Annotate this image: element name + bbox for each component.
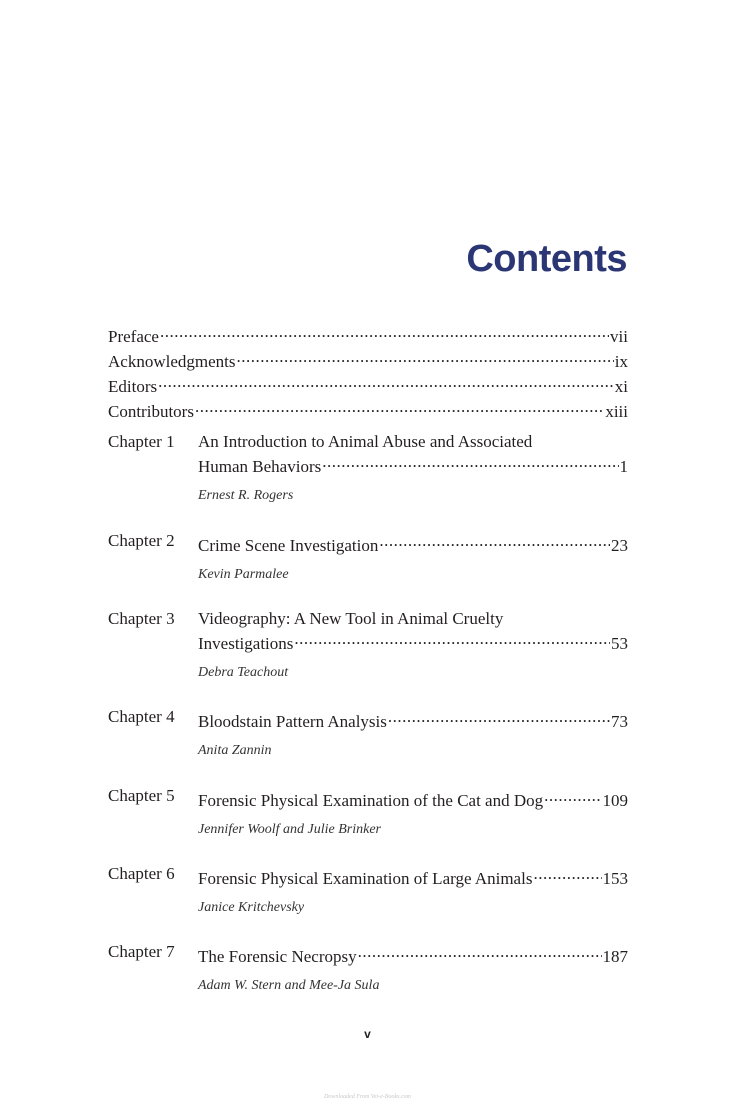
chapter-label: Chapter 6 bbox=[108, 864, 175, 883]
chapter-label: Chapter 5 bbox=[108, 786, 175, 805]
dot-leader bbox=[544, 786, 601, 806]
chapter-label: Chapter 1 bbox=[108, 432, 175, 451]
chapter-page-number: 73 bbox=[611, 712, 628, 731]
toc-entry-label: Contributors bbox=[108, 402, 194, 421]
dot-leader bbox=[358, 942, 602, 962]
toc-entry-label: Preface bbox=[108, 327, 159, 346]
chapter-author: Jennifer Woolf and Julie Brinker bbox=[198, 822, 381, 837]
chapter-author: Janice Kritchevsky bbox=[198, 900, 305, 915]
download-watermark: Downloaded From Vet-e-Books.com bbox=[324, 1094, 411, 1100]
chapter-title: Crime Scene Investigation bbox=[198, 536, 379, 555]
chapter-page-number: 1 bbox=[619, 457, 628, 476]
chapter-title: The Forensic Necropsy bbox=[198, 947, 357, 966]
chapter-page-number: 53 bbox=[611, 634, 628, 653]
dot-leader bbox=[236, 347, 613, 367]
toc-entry-editors[interactable] bbox=[108, 372, 628, 397]
toc-entry-acknowledgments[interactable] bbox=[108, 347, 628, 372]
toc-page-number: ix bbox=[614, 352, 628, 371]
chapter-author: Kevin Parmalee bbox=[198, 567, 289, 582]
chapter-label: Chapter 7 bbox=[108, 942, 175, 961]
dot-leader bbox=[379, 531, 610, 551]
chapter-label: Chapter 3 bbox=[108, 609, 175, 628]
chapter-author: Debra Teachout bbox=[198, 665, 289, 680]
chapter-page-number: 153 bbox=[602, 869, 628, 888]
chapter-title: Bloodstain Pattern Analysis bbox=[198, 712, 387, 731]
dot-leader bbox=[533, 864, 601, 884]
chapter-title: An Introduction to Animal Abuse and Associated bbox=[198, 432, 533, 451]
page-number-folio: v bbox=[364, 1027, 371, 1041]
dot-leader bbox=[158, 372, 614, 392]
chapter-label: Chapter 2 bbox=[108, 531, 175, 550]
toc-page-number: xiii bbox=[605, 402, 628, 421]
page-title: Contents bbox=[466, 238, 627, 280]
chapter-title-continued: Investigations bbox=[198, 634, 294, 653]
toc-page-number: vii bbox=[610, 327, 628, 346]
chapter-author: Ernest R. Rogers bbox=[198, 488, 294, 503]
chapter-page-number: 109 bbox=[602, 791, 628, 810]
toc-entry-contributors[interactable] bbox=[108, 397, 628, 422]
dot-leader bbox=[160, 322, 609, 342]
chapter-title: Forensic Physical Examination of Large Animals bbox=[198, 869, 533, 888]
dot-leader bbox=[294, 629, 610, 649]
toc-entry-preface[interactable] bbox=[108, 322, 628, 347]
front-matter-list bbox=[108, 322, 628, 422]
chapter-label: Chapter 4 bbox=[108, 707, 175, 726]
dot-leader bbox=[195, 397, 604, 417]
chapter-page-number: 23 bbox=[611, 536, 628, 555]
dot-leader bbox=[322, 452, 618, 472]
dot-leader bbox=[388, 707, 610, 727]
chapter-title: Videography: A New Tool in Animal Cruelty bbox=[198, 609, 504, 628]
toc-page-number: xi bbox=[614, 377, 628, 396]
chapter-title: Forensic Physical Examination of the Cat and Dog bbox=[198, 791, 544, 810]
chapter-title-continued: Human Behaviors bbox=[198, 457, 322, 476]
chapter-author: Adam W. Stern and Mee-Ja Sula bbox=[198, 978, 380, 993]
toc-entry-label: Editors bbox=[108, 377, 158, 396]
chapter-author: Anita Zannin bbox=[198, 743, 272, 758]
chapter-page-number: 187 bbox=[602, 947, 628, 966]
toc-entry-label: Acknowledgments bbox=[108, 352, 236, 371]
